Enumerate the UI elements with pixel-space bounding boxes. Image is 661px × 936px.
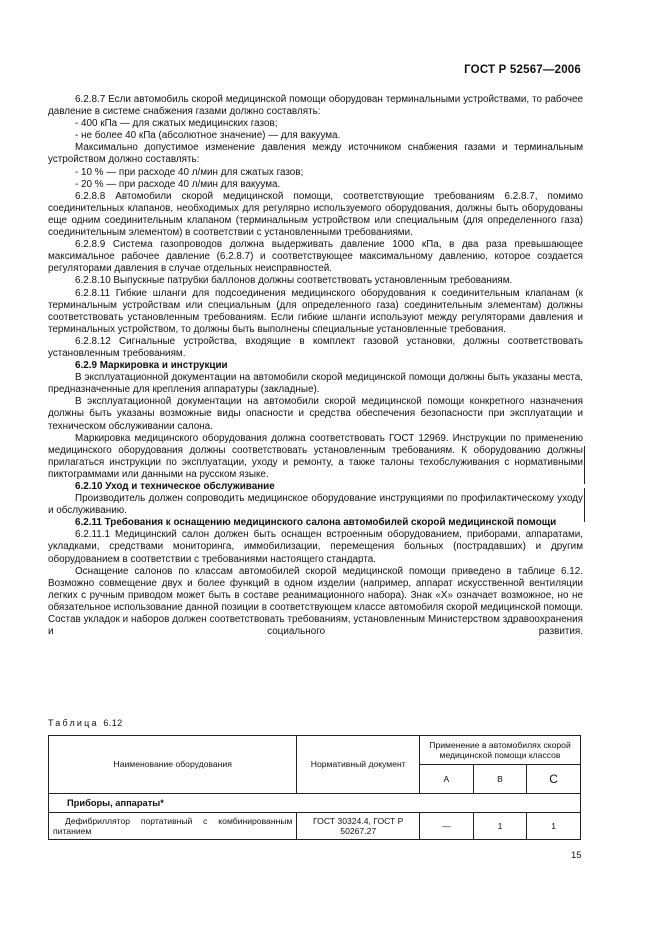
table-row <box>49 813 581 840</box>
table-header-row <box>49 736 581 765</box>
list-item: - 400 кПа — для сжатых медицинских газов; <box>75 118 278 130</box>
standard-code: ГОСТ Р 52567—2006 <box>464 64 581 76</box>
equipment-table <box>48 735 581 840</box>
paragraph: 6.2.11.1 Медицинский салон должен быть оснащен встроенным оборудованием, приборами, аппаратами, укладками, средствами мониторинга, иммобилизации, перемещения больных (пострадавших) и другим оборудованием в соответствии с требованиями настоящего стандарта. <box>48 529 583 565</box>
paragraph: Маркировка медицинского оборудования должна соответствовать ГОСТ 12969. Инструкции по применению медицинского оборудования должны соответствовать установленным требованиям. К оборудованию должны прилагаться инструкции по эксплуатации, уходу и ремонту, а также талоны техобслуживания с нормативными пиктограммами или данными на русском языке. <box>48 432 583 480</box>
section-heading: 6.2.10 Уход и техническое обслуживание <box>75 481 275 492</box>
document-body <box>48 94 583 638</box>
header-class-b: В <box>473 765 527 794</box>
list-item: - 20 % — при расходе 40 л/мин для вакуума. <box>75 178 281 190</box>
section-title: Приборы, аппараты* <box>49 794 581 813</box>
paragraph: Оснащение салонов по классам автомобилей скорой медицинской помощи приведено в таблице 6.12. Возможно совмещение двух и более функций в одном изделии (например, аппарат искусственной вентиляции легких с ручным приводом может быть в составе реанимационного набора). Знак «Х» означает возможное, но не обязательное использование данной позиции в соответствующем классе автомобиля скорой медицинской помощи. Состав укладок и наборов должен соответствовать требованиям, установленным Министерством здравоохранения и социального развития. <box>48 565 583 638</box>
revision-bar <box>584 488 585 522</box>
list-item: - 10 % — при расходе 40 л/мин для сжатых газов; <box>75 166 304 178</box>
paragraph: Максимально допустимое изменение давления между источником снабжения газами и терминальным устройством должно составлять: <box>48 142 583 166</box>
header-class-a: А <box>420 765 474 794</box>
section-heading: 6.2.11 Требования к оснащению медицинского салона автомобилей скорой медицинской помощи <box>75 517 557 529</box>
header-application-classes: Применение в автомобилях скорой медицинской помощи классов <box>420 736 581 765</box>
paragraph: 6.2.8.11 Гибкие шланги для подсоединения медицинского оборудования к соединительным клапанам (к терминальным устройствам или специальным (для определенного газа) соединительным элементам) должны соответствовать установленным требованиям. Если гибкие шланги используют между регуляторами давления и терминальных устройством, то должны быть выполнены специальные установленные требования. <box>48 287 583 335</box>
paragraph: Производитель должен сопроводить медицинское оборудование инструкциями по профилактическому уходу и обслуживанию. <box>48 493 583 517</box>
paragraph: 6.2.8.9 Система газопроводов должна выдерживать давление 1000 кПа, в два раза превышающее максимальное рабочее давление (6.2.8.7) и соответствующее максимальному давлению, которое создается регуляторами давления в случае отдельных неисправностей. <box>48 239 583 275</box>
paragraph: 6.2.8.8 Автомобили скорой медицинской помощи, соответствующие требованиям 6.2.8.7, помимо соединительных клапанов, необходимых для регулярно используемого оборудования, должны быть оборудованы еще одним соединительным клапаном (терминальным устройством или специальным (для определенного газа) соединительным элементом) в соответствии с установленными требованиями. <box>48 190 583 239</box>
table-caption-word: Таблица <box>48 718 99 728</box>
table-section-row <box>49 794 581 813</box>
normative-document-cell: ГОСТ 30324.4, ГОСТ Р 50267.27 <box>297 813 420 840</box>
paragraph: В эксплуатационной документации на автомобили скорой медицинской помощи должны быть указаны места, предназначенные для крепления аппаратуры (закладные). <box>48 372 583 396</box>
paragraph: В эксплуатационной документации на автомобили скорой медицинской помощи конкретного назначения должны быть указаны возможные виды опасности и средства обеспечения безопасности при эксплуатации и техническом обслуживании салона. <box>48 396 583 432</box>
class-b-cell: 1 <box>473 813 527 840</box>
paragraph: 6.2.8.7 Если автомобиль скорой медицинской помощи оборудован терминальными устройствами, то рабочее давление в системе снабжения газами должно составлять: <box>48 94 583 118</box>
header-class-c: С <box>527 765 581 794</box>
table-caption <box>48 718 123 728</box>
header-normative-document: Нормативный документ <box>297 736 420 794</box>
list-item: - не более 40 кПа (абсолютное значение) — для вакуума. <box>75 130 341 142</box>
paragraph: 6.2.8.12 Сигнальные устройства, входящие в комплект газовой установки, должны соответствовать установленным требованиям. <box>48 335 583 359</box>
revision-bar <box>584 446 585 484</box>
paragraph: 6.2.8.10 Выпускные патрубки баллонов должны соответствовать установленным требованиям. <box>75 275 513 287</box>
class-c-cell: 1 <box>527 813 581 840</box>
page-number: 15 <box>571 850 582 861</box>
header-equipment-name: Наименование оборудования <box>49 736 297 794</box>
equipment-name-cell: Дефибриллятор портативный с комбинированным питанием <box>49 813 297 840</box>
section-heading: 6.2.9 Маркировка и инструкции <box>75 360 228 372</box>
table-caption-number: 6.12 <box>103 718 123 728</box>
class-a-cell: — <box>420 813 474 840</box>
